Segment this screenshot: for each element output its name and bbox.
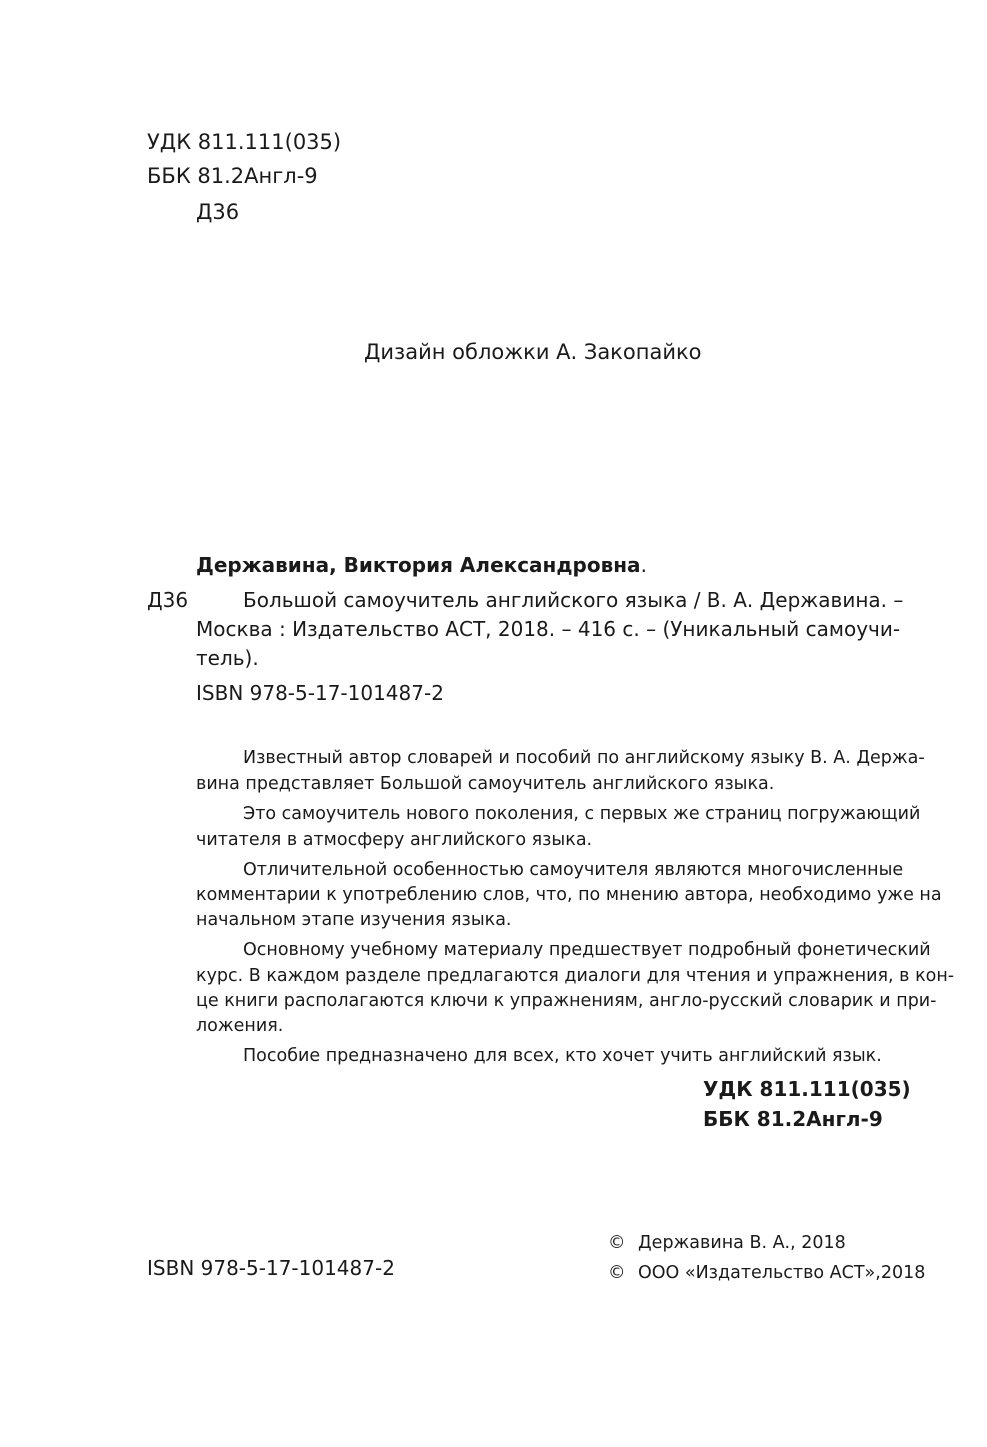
- annotation-p4-line1: Основному учебному материалу предшествует подробный фонетический: [243, 940, 931, 960]
- annotation-p2-line1: Это самоучитель нового поколения, с первых же страниц погружающий: [243, 804, 921, 824]
- copyright-symbol-2: ©: [608, 1263, 626, 1283]
- isbn-bottom: ISBN 978-5-17-101487-2: [147, 1256, 395, 1280]
- copyright-author: Державина В. А., 2018: [638, 1233, 846, 1253]
- annotation-p4-line4: ложения.: [196, 1016, 284, 1036]
- annotation-p4-line2: курс. В каждом разделе предлагаются диалоги для чтения и упражнения, в кон-: [196, 966, 955, 986]
- copyright-publisher: ООО «Издательство АСТ»,2018: [638, 1263, 926, 1283]
- copyright-symbol-1: ©: [608, 1233, 626, 1253]
- author-mark-header: Д36: [196, 200, 240, 224]
- bbk-code-header: ББК 81.2Англ-9: [147, 164, 318, 188]
- annotation-p2-line2: читателя в атмосферу английского языка.: [196, 830, 593, 850]
- bbk-code-footer: ББК 81.2Англ-9: [703, 1107, 883, 1131]
- annotation-p1-line2: вина представляет Большой самоучитель английского языка.: [196, 774, 775, 794]
- record-line-2: Москва : Издательство АСТ, 2018. – 416 с. – (Уникальный самоучи-: [196, 617, 901, 641]
- record-author-mark: Д36: [147, 588, 189, 612]
- udk-code-footer: УДК 811.111(035): [703, 1077, 911, 1101]
- udk-code-header: УДК 811.111(035): [147, 130, 342, 154]
- author-period: .: [640, 553, 647, 577]
- record-line-1: Большой самоучитель английского языка / В. А. Державина. –: [243, 588, 904, 612]
- annotation-p5-line1: Пособие предназначено для всех, кто хочет учить английский язык.: [243, 1046, 882, 1066]
- cover-design-credit: Дизайн обложки А. Закопайко: [364, 340, 702, 364]
- annotation-p1-line1: Известный автор словарей и пособий по английскому языку В. А. Держа-: [243, 748, 925, 768]
- record-line-3: тель).: [196, 646, 259, 670]
- author-name-text: Державина, Виктория Александровна: [196, 553, 641, 577]
- annotation-p3-line2: комментарии к употреблению слов, что, по мнению автора, необходимо уже на: [196, 885, 942, 905]
- record-isbn: ISBN 978-5-17-101487-2: [196, 681, 444, 705]
- annotation-p3-line3: начальном этапе изучения языка.: [196, 910, 512, 930]
- annotation-p3-line1: Отличительной особенностью самоучителя являются многочисленные: [243, 860, 904, 880]
- author-name: [196, 553, 647, 577]
- annotation-p4-line3: це книги располагаются ключи к упражнениям, англо-русский словарик и при-: [196, 991, 937, 1011]
